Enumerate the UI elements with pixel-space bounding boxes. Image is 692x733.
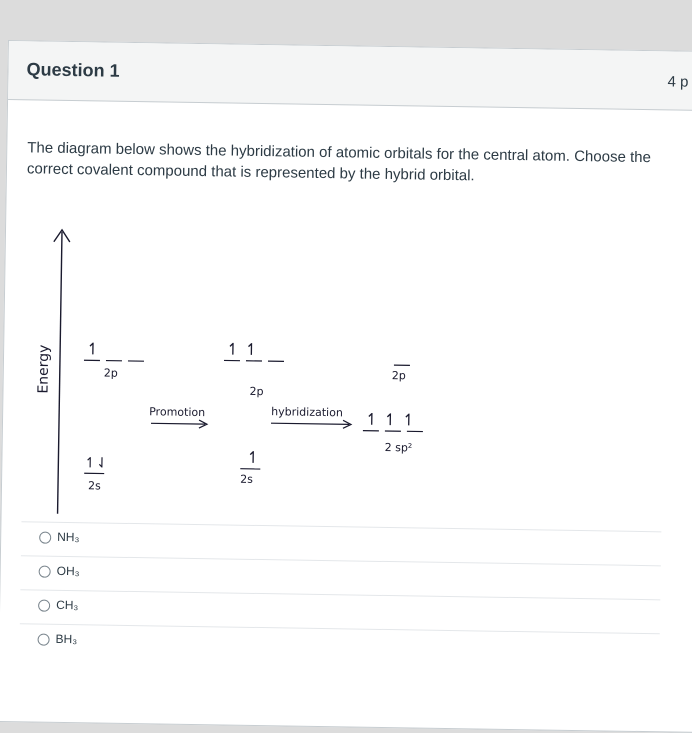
excited-s-label: 2s (240, 473, 253, 486)
question-title: Question 1 (26, 59, 119, 81)
hybridization-arrow (271, 423, 349, 424)
hybrid-p-label: 2p (392, 369, 406, 382)
energy-axis-label: Energy (35, 344, 52, 393)
answer-label: CH₃ (56, 598, 78, 612)
answer-label: NH₃ (57, 530, 79, 544)
ground-p-label: 2p (104, 367, 118, 380)
orbital-diagram (24, 223, 459, 520)
question-header (8, 41, 692, 111)
answer-radio[interactable] (39, 566, 51, 578)
ground-p-electrons: ↿ (86, 339, 100, 358)
hybrid-sp2-label: 2 sp² (385, 441, 413, 454)
energy-axis (58, 232, 62, 514)
answer-radio[interactable] (38, 600, 50, 612)
answer-label: BH₃ (55, 632, 77, 646)
answer-label: OH₃ (57, 564, 80, 578)
question-text: The diagram below shows the hybridization of atomic orbitals for the central atom. Choose the correct covalent compound that is represented by the hybrid orbital. (27, 137, 668, 189)
promotion-arrow (151, 423, 205, 424)
promotion-label: Promotion (149, 405, 205, 419)
ground-s-electrons: ↿⇃ (84, 455, 108, 471)
excited-p-label: 2p (249, 385, 263, 398)
ground-s-label: 2s (88, 479, 101, 492)
question-points: 4 p (667, 73, 688, 90)
question-card (0, 40, 692, 733)
hybridization-label: hybridization (271, 405, 343, 419)
excited-p-electrons: ↿ ↿ (226, 339, 258, 358)
hybrid-sp2-electrons: ↿ ↿ ↿ (365, 410, 416, 430)
answer-radio[interactable] (39, 532, 51, 544)
excited-s-electrons: ↿ (246, 448, 260, 467)
answer-radio[interactable] (37, 634, 49, 646)
